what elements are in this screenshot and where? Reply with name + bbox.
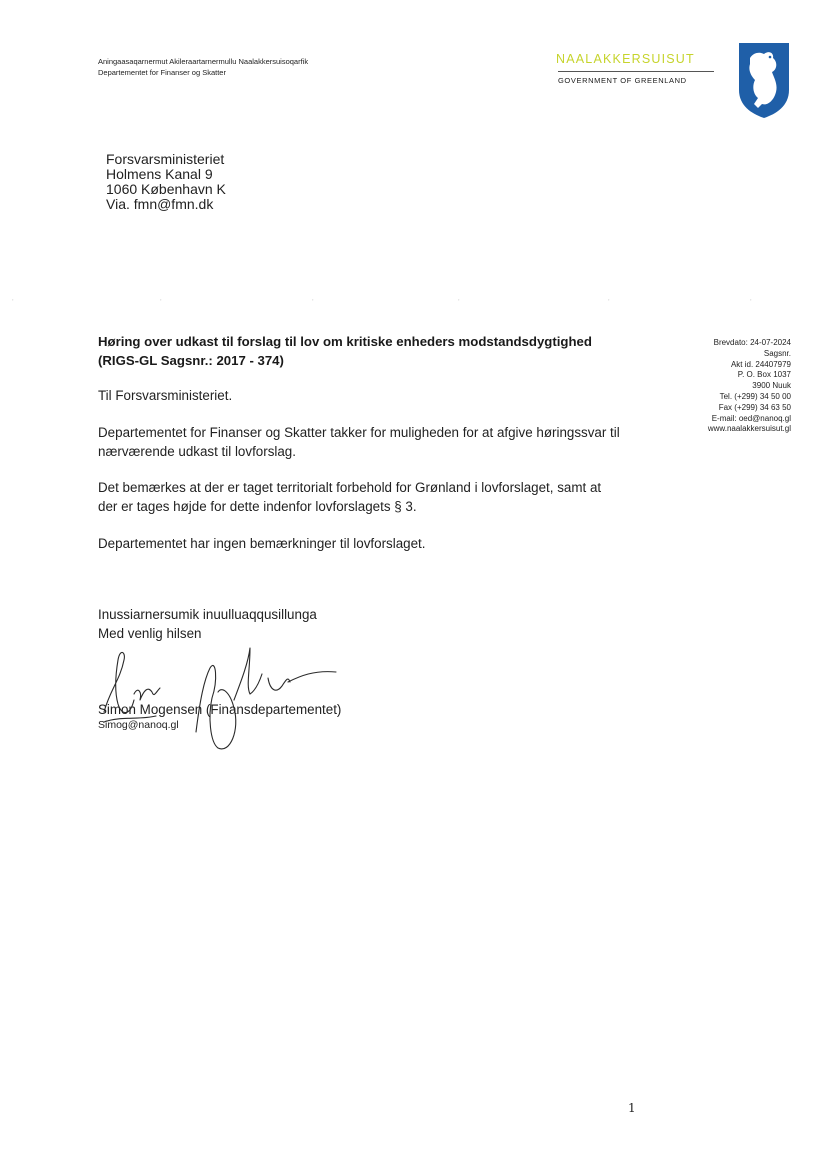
body-paragraph: Departementet har ingen bemærkninger til lovforslaget. (98, 536, 426, 551)
recipient-address (106, 152, 226, 212)
postal-city: 3900 Nuuk (752, 381, 791, 391)
logo-wordmark: NAALAKKERSUISUT (556, 52, 695, 66)
closing-greenlandic: Inussiarnersumik inuulluaqqusillunga (98, 607, 317, 622)
letter-metadata (708, 338, 791, 435)
recipient-city: 1060 København K (106, 181, 226, 197)
closing-danish: Med venlig hilsen (98, 626, 202, 641)
fax: Fax (+299) 34 63 50 (718, 402, 791, 412)
scan-speck: , (750, 296, 752, 302)
email: E-mail: oed@nanoq.gl (711, 413, 791, 423)
website: www.naalakkersuisut.gl (707, 424, 791, 434)
scan-speck: , (458, 296, 460, 302)
body-paragraph (98, 478, 658, 516)
letter-date: Brevdato: 24-07-2024 (713, 338, 791, 347)
department-name-greenlandic: Aningaasaqarnermut Akileraartarnermullu Naalakkersuisoqarfik (98, 57, 309, 66)
logo-divider (558, 71, 714, 72)
signatory-name: Simon Mogensen (Finansdepartementet) (98, 702, 342, 717)
body-paragraph (98, 423, 658, 461)
po-box: P. O. Box 1037 (737, 370, 791, 380)
recipient-email: Via. fmn@fmn.dk (106, 196, 214, 212)
paragraph-line: nærværende udkast til lovforslag. (98, 444, 296, 459)
letter-subject (98, 332, 638, 370)
paragraph-line: Det bemærkes at der er taget territorialt forbehold for Grønland i lovforslaget, samt at (98, 480, 602, 495)
recipient-street: Holmens Kanal 9 (106, 166, 213, 182)
sender-department (98, 56, 308, 78)
page-number: 1 (628, 1101, 636, 1115)
closing-greeting (98, 605, 317, 643)
phone: Tel. (+299) 34 50 00 (719, 391, 791, 401)
polar-bear-shield-icon (736, 40, 792, 120)
subject-line-2: (RIGS-GL Sagsnr.: 2017 - 374) (98, 353, 284, 368)
department-name-danish: Departementet for Finanser og Skatter (98, 68, 226, 77)
scan-speck: , (312, 296, 314, 302)
scan-speck: , (160, 296, 162, 302)
scan-speck: , (608, 296, 610, 302)
scan-speck: , (12, 296, 14, 302)
salutation: Til Forsvarsministeriet. (98, 388, 233, 403)
document-id: Akt id. 24407979 (730, 359, 791, 369)
signatory-email: Simog@nanoq.gl (98, 719, 179, 731)
logo-subtitle: GOVERNMENT OF GREENLAND (558, 76, 687, 85)
recipient-name: Forsvarsministeriet (106, 151, 225, 167)
subject-line-1: Høring over udkast til forslag til lov om kritiske enheders modstandsdygtighed (98, 334, 592, 349)
paragraph-line: der er tages højde for dette indenfor lovforslagets § 3. (98, 499, 417, 514)
case-number: Sagsnr. (763, 348, 791, 358)
paragraph-line: Departementet for Finanser og Skatter takker for muligheden for at afgive høringssvar til (98, 425, 620, 440)
